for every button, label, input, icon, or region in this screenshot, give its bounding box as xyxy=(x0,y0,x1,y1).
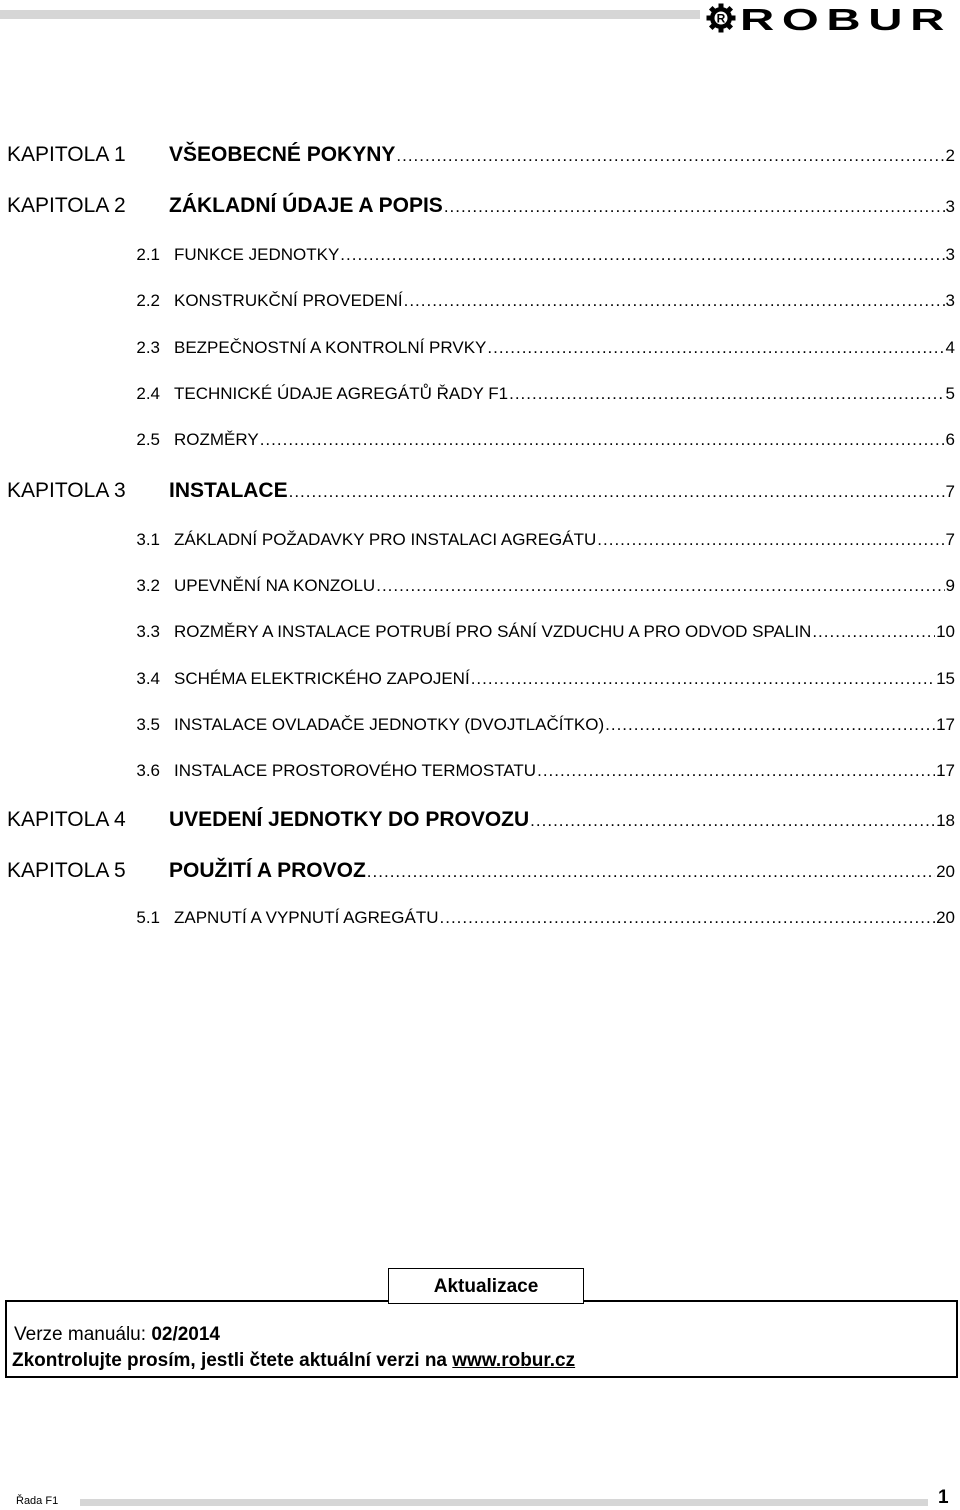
toc-section-row[interactable] xyxy=(0,530,960,550)
toc-section-row[interactable] xyxy=(0,715,960,735)
toc-chapter-row[interactable] xyxy=(0,808,960,832)
toc-dot-leader xyxy=(340,245,944,265)
toc-entry-page: 2 xyxy=(945,146,955,165)
toc-dot-leader xyxy=(289,482,945,502)
check-version-line xyxy=(12,1350,575,1372)
toc-section-row[interactable] xyxy=(0,622,960,642)
manual-version-label: Verze manuálu: xyxy=(14,1324,152,1345)
toc-entry-page: 5 xyxy=(945,384,955,403)
toc-entry-page: 17 xyxy=(936,761,955,780)
toc-dot-leader xyxy=(367,862,935,882)
toc-entry-title: ROZMĚRY A INSTALACE POTRUBÍ PRO SÁNÍ VZDUCHU A PRO ODVOD SPALIN xyxy=(174,622,812,641)
toc-entry-page: 18 xyxy=(936,811,955,830)
toc-entry-number: KAPITOLA 2 xyxy=(7,194,126,217)
toc-entry-number: 2.4 xyxy=(136,384,160,403)
toc-entry-title: ZAPNUTÍ A VYPNUTÍ AGREGÁTU xyxy=(174,908,439,927)
toc-chapter-row[interactable] xyxy=(0,194,960,218)
toc-entry-number: 3.3 xyxy=(136,622,160,641)
toc-entry-page: 17 xyxy=(936,715,955,734)
page-number: 1 xyxy=(938,1487,949,1508)
robur-website-link[interactable]: www.robur.cz xyxy=(452,1350,576,1371)
toc-entry-title: FUNKCE JEDNOTKY xyxy=(174,245,340,264)
toc-section-row[interactable] xyxy=(0,384,960,404)
toc-entry-page: 10 xyxy=(936,622,955,641)
toc-section-row[interactable] xyxy=(0,669,960,689)
toc-entry-title: SCHÉMA ELEKTRICKÉHO ZAPOJENÍ xyxy=(174,669,470,688)
toc-entry-page: 6 xyxy=(945,430,955,449)
toc-entry-title: ZÁKLADNÍ POŽADAVKY PRO INSTALACI AGREGÁTU xyxy=(174,530,597,549)
toc-entry-number: 3.6 xyxy=(136,761,160,780)
toc-entry-number: 3.1 xyxy=(136,530,160,549)
toc-entry-page: 3 xyxy=(945,245,955,264)
toc-entry-number: 2.5 xyxy=(136,430,160,449)
toc-entry-number: 5.1 xyxy=(136,908,160,927)
footer-rule xyxy=(80,1499,928,1506)
toc-entry-title: ZÁKLADNÍ ÚDAJE A POPIS xyxy=(169,194,443,217)
toc-chapter-row[interactable] xyxy=(0,479,960,503)
toc-entry-title: ROZMĚRY xyxy=(174,430,259,449)
update-box xyxy=(5,1300,958,1378)
toc-dot-leader xyxy=(812,622,935,642)
toc-section-row[interactable] xyxy=(0,430,960,450)
toc-entry-number: KAPITOLA 4 xyxy=(7,808,126,831)
toc-entry-number: KAPITOLA 3 xyxy=(7,479,126,502)
toc-dot-leader xyxy=(471,669,935,689)
toc-section-row[interactable] xyxy=(0,576,960,596)
toc-entry-page: 3 xyxy=(945,197,955,216)
toc-dot-leader xyxy=(605,715,935,735)
toc-entry-page: 7 xyxy=(945,530,955,549)
footer-series-label: Řada F1 xyxy=(16,1495,59,1507)
toc-entry-title: UVEDENÍ JEDNOTKY DO PROVOZU xyxy=(169,808,530,831)
toc-entry-title: BEZPEČNOSTNÍ A KONTROLNÍ PRVKY xyxy=(174,338,487,357)
toc-entry-page: 20 xyxy=(936,908,955,927)
toc-dot-leader xyxy=(440,908,936,928)
toc-dot-leader xyxy=(487,338,944,358)
toc-entry-number: 3.4 xyxy=(136,669,160,688)
toc-entry-page: 20 xyxy=(936,862,955,881)
toc-entry-number: 3.5 xyxy=(136,715,160,734)
toc-entry-title: TECHNICKÉ ÚDAJE AGREGÁTŮ ŘADY F1 xyxy=(174,384,509,403)
toc-entry-title: INSTALACE PROSTOROVÉHO TERMOSTATU xyxy=(174,761,537,780)
toc-dot-leader xyxy=(537,761,935,781)
toc-entry-title: INSTALACE OVLADAČE JEDNOTKY (DVOJTLAČÍTKO) xyxy=(174,715,605,734)
toc-dot-leader xyxy=(376,576,944,596)
toc-entry-title: KONSTRUKČNÍ PROVEDENÍ xyxy=(174,291,403,310)
toc-entry-title: INSTALACE xyxy=(169,479,288,502)
toc-entry-title: POUŽITÍ A PROVOZ xyxy=(169,859,366,882)
toc-entry-page: 7 xyxy=(945,482,955,501)
toc-dot-leader xyxy=(260,430,945,450)
toc-entry-number: KAPITOLA 1 xyxy=(7,143,126,166)
toc-entry-page: 4 xyxy=(945,338,955,357)
manual-version-line xyxy=(14,1324,220,1346)
toc-dot-leader xyxy=(404,291,945,311)
toc-section-row[interactable] xyxy=(0,761,960,781)
toc-section-row[interactable] xyxy=(0,291,960,311)
toc-chapter-row[interactable] xyxy=(0,143,960,167)
toc-entry-number: 2.2 xyxy=(136,291,160,310)
logo-text: ROBUR xyxy=(740,3,952,33)
svg-text:R: R xyxy=(716,11,726,26)
toc-dot-leader xyxy=(444,197,945,217)
toc-entry-number: KAPITOLA 5 xyxy=(7,859,126,882)
toc-entry-number: 2.3 xyxy=(136,338,160,357)
toc-entry-number: 2.1 xyxy=(136,245,160,264)
toc-dot-leader xyxy=(509,384,944,404)
toc-entry-page: 3 xyxy=(945,291,955,310)
toc-entry-page: 15 xyxy=(936,669,955,688)
toc-entry-number: 3.2 xyxy=(136,576,160,595)
header-rule xyxy=(0,10,700,19)
robur-logo xyxy=(706,3,956,33)
toc-section-row[interactable] xyxy=(0,338,960,358)
toc-dot-leader xyxy=(396,146,944,166)
toc-dot-leader xyxy=(530,811,935,831)
toc-section-row[interactable] xyxy=(0,908,960,928)
toc-entry-title: UPEVNĚNÍ NA KONZOLU xyxy=(174,576,376,595)
toc-entry-title: VŠEOBECNÉ POKYNY xyxy=(169,143,396,166)
manual-version-value: 02/2014 xyxy=(151,1324,220,1345)
toc-dot-leader xyxy=(597,530,944,550)
toc-section-row[interactable] xyxy=(0,245,960,265)
toc-entry-page: 9 xyxy=(945,576,955,595)
update-box-title: Aktualizace xyxy=(388,1268,584,1304)
toc-chapter-row[interactable] xyxy=(0,859,960,883)
check-version-text: Zkontrolujte prosím, jestli čtete aktuální verzi na xyxy=(12,1350,453,1371)
